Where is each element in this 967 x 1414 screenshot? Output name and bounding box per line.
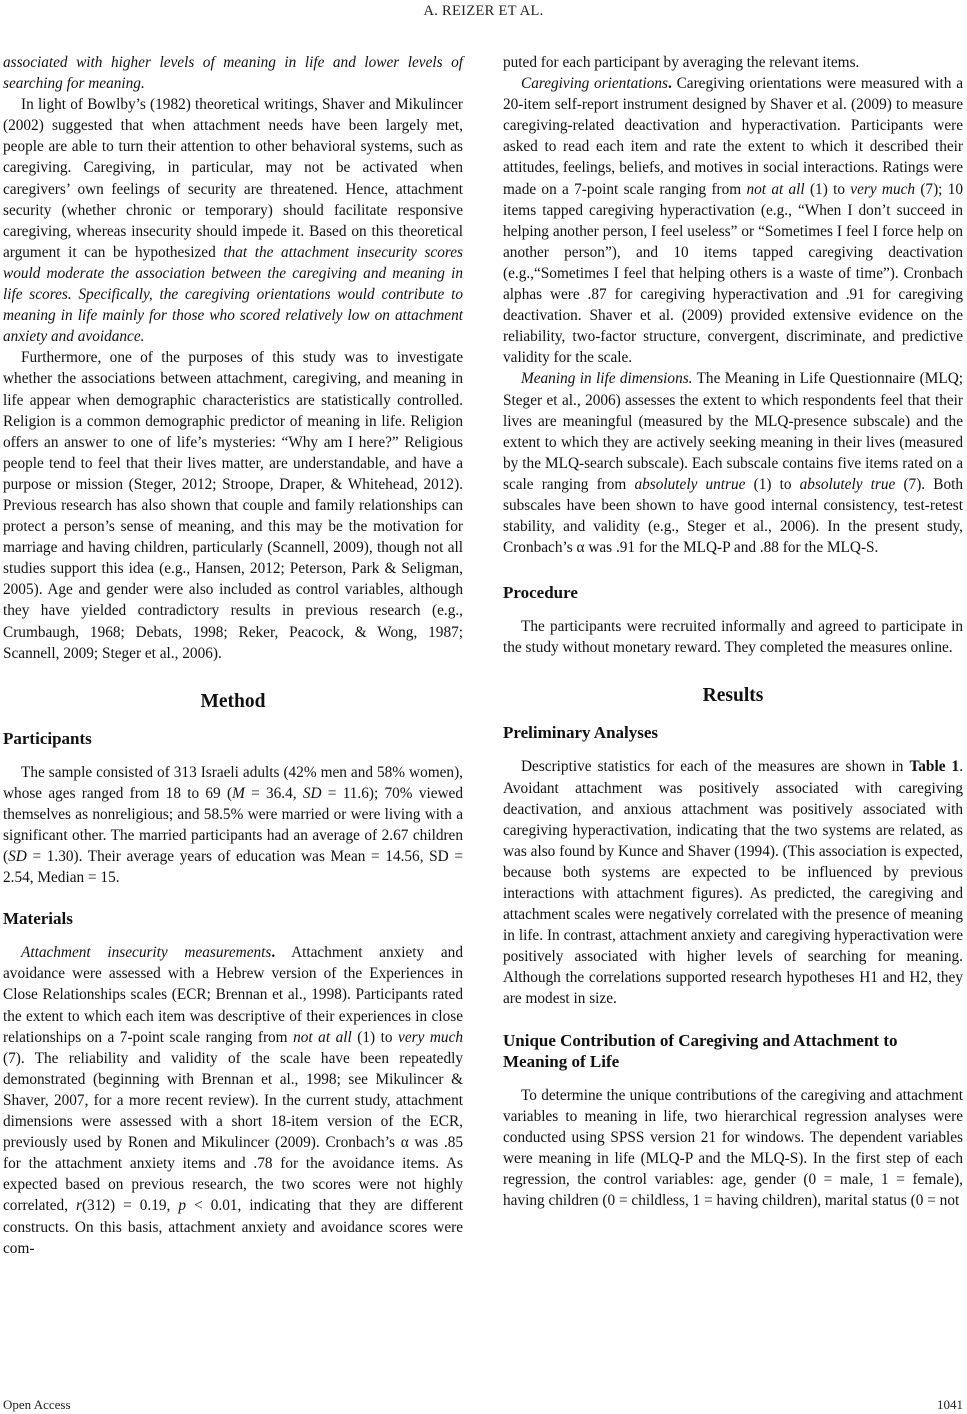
- paragraph-demographics: Furthermore, one of the purposes of this study was to investigate whether the associations between attachment, caregiving, and meaning in life appear when demographic characteristics are statistically controlled. Religion is a common demographic predictor of meaning in life. Religion offers an answer to one of life’s mysteries: “Why am I here?” Religious people tend to feel that their lives matter, are understandable, and have a purpose or mission (Steger, 2012; Stroope, Draper, & Whitehead, 2012). Previous research has also shown that couple and family relationships can protect a person’s sense of meaning, and this may be the motivation for marriage and having children, particularly (Scannell, 2009), though not all studies support this idea (e.g., Hansen, 2012; Peterson, Park & Seligman, 2005). Age and gender were also included as control variables, although they have yielded contradictory results in previous research (e.g., Crumbaugh, 1968; Debats, 1998; Reker, Peacock, & Wong, 1987; Scannell, 2009; Steger et al., 2006).: [3, 349, 463, 662]
- method-heading: Method: [200, 690, 266, 712]
- paragraph-procedure: The participants were recruited informally and agreed to participate in the study without monetary reward. They completed the measures online.: [503, 618, 963, 657]
- paragraph-unique-contribution: To determine the unique contributions of the caregiving and attachment variables to meaning in life, two hierarchical regression analyses were conducted using SPSS version 21 for windows. The dependent variables were meaning in life (MLQ-P and the MLQ-S). In the first step of each regression, the control variables: age, gender (0 = male, 1 = female), having children (0 = childless, 1 = having children), marital status (0 = not: [503, 1086, 963, 1210]
- paragraph-preliminary: Descriptive statistics for each of the measures are shown in Table 1. Avoidant attachment was positively associated with caregiving deactivation, and anxious attachment was positively associated with caregiving hyperactivation, indicating that the two systems are related, as was also found by Kunce and Shaver (1994). (This association is expected, because both systems are expected to be influenced by previous interactions with attachment figures). As predicted, the caregiving and attachment scales were negatively correlated with the presence of meaning in life. In contrast, attachment anxiety and caregiving hyperactivation were positively associated with higher levels of searching for meaning. Although the correlations supported research hypotheses H1 and H2, they are modest in size.: [503, 758, 964, 1008]
- materials-heading: Materials: [3, 909, 73, 929]
- footer-open-access: Open Access: [3, 1397, 71, 1412]
- right-column: [503, 52, 963, 1211]
- results-heading: Results: [702, 685, 764, 707]
- running-head: A. REIZER ET AL.: [423, 3, 544, 19]
- paragraph-attachment-measures: Attachment insecurity measurements. Attachment anxiety and avoidance were assessed with a Hebrew version of the Experiences in Close Relationships scales (ECR; Brennan et al., 1998). Participants rated the extent to which each item was descriptive of their experiences in close relationships on a 7-point scale ranging from not at all (1) to very much (7). The reliability and validity of the scale have been repeatedly demonstrated (beginning with Brennan et al., 1998; see Mikulincer & Shaver, 2007, for a more recent review). In the current study, attachment dimensions were assessed with a short 18-item version of the ECR, previously used by Ronen and Mikulincer (2009). Cronbach’s α was .85 for the attachment anxiety items and .78 for the avoidance items. As expected based on previous research, the two scores were not highly correlated, r(312) = 0.19, p < 0.01, indicating that they are different constructs. On this basis, attachment anxiety and avoidance scores were com-: [3, 944, 464, 1257]
- paragraph-participants: The sample consisted of 313 Israeli adults (42% men and 58% women), whose ages ranged from 18 to 69 (M = 36.4, SD = 11.6); 70% viewed themselves as nonreligious; and 58.5% were married or were living with a significant other. The married participants had an average of 2.67 children (SD = 1.30). Their average years of education was Mean = 14.56, SD = 2.54, Median = 15.: [3, 763, 463, 887]
- procedure-heading: Procedure: [503, 583, 578, 603]
- participants-heading: Participants: [3, 728, 92, 748]
- paragraph-intro-tail: associated with higher levels of meaning in life and lower levels of searching for meaning.: [3, 54, 463, 93]
- unique-contribution-heading: Unique Contribution of Caregiving and Attachment to Meaning of Life: [503, 1030, 898, 1071]
- preliminary-analyses-heading: Preliminary Analyses: [503, 723, 659, 743]
- paragraph-meaning-in-life: Meaning in life dimensions. The Meaning in Life Questionnaire (MLQ; Steger et al., 2006) assesses the extent to which respondents feel that their lives are meaningful (measured by the MLQ-presence subscale) and the extent to which they are actively seeking meaning in their lives (measured by the MLQ-search subscale). Each subscale contains five items rated on a scale ranging from absolutely untrue (1) to absolutely true (7). Both subscales have been shown to have good internal consistency, test-retest stability, and validity (e.g., Steger et al., 2006). In the present study, Cronbach’s α was .91 for the MLQ-P and .88 for the MLQ-S.: [503, 370, 964, 557]
- paragraph-caregiving-orientations: Caregiving orientations. Caregiving orientations were measured with a 20-item self-report instrument designed by Shaver et al. (2009) to measure caregiving-related deactivation and hyperactivation. Participants were asked to read each item and rate the extent to which it described their attitudes, feelings, beliefs, and motives in social interactions. Ratings were made on a 7-point scale ranging from not at all (1) to very much (7); 10 items tapped caregiving hyperactivation (e.g., “When I don’t succeed in helping another person, I feel useless” or “Sometimes I feel I force help on another person”), and 10 items tapped caregiving deactivation (e.g.,“Sometimes I feel that helping others is a waste of time”). Cronbach alphas were .87 for caregiving hyperactivation and .91 for caregiving deactivation. Shaver et al. (2009) provided extensive evidence on the reliability, two-factor structure, convergent, discriminate, and predictive validity for the scale.: [503, 75, 963, 367]
- paragraph-computed-tail: puted for each participant by averaging the relevant items.: [503, 54, 860, 71]
- footer-page-number: 1041: [937, 1397, 963, 1412]
- left-column: [3, 52, 463, 1259]
- paragraph-bowlby: In light of Bowlby’s (1982) theoretical writings, Shaver and Mikulincer (2002) suggested that when attachment needs have been largely met, people are able to turn their attention to other behavioral systems, such as caregiving. Caregiving, in particular, may not be activated when caregivers’ own feelings of security are threatened. Hence, attachment security (whether chronic or temporary) should facilitate responsive caregiving, whereas insecurity should impede it. Based on this theoretical argument it can be hypothesized that the attachment insecurity scores would moderate the association between the caregiving and meaning in life scores. Specifically, the caregiving orientations would contribute to meaning in life mainly for those who scored relatively low on attachment anxiety and avoidance.: [3, 96, 463, 346]
